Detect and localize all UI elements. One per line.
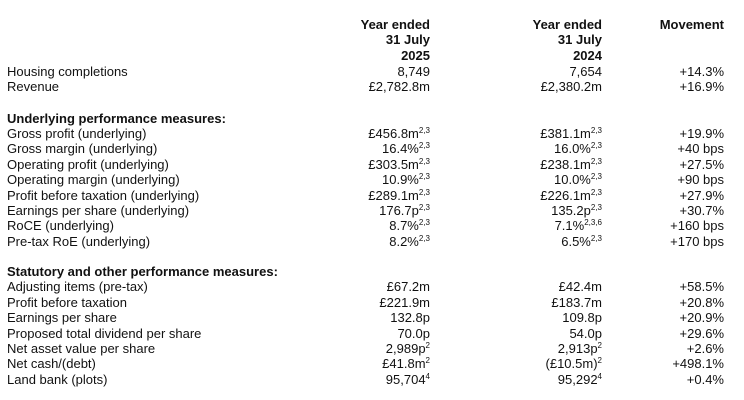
value-2024 — [540, 157, 602, 172]
row-label: Earnings per share — [7, 310, 117, 326]
table-row — [0, 279, 744, 294]
value-2024-value: 16.0% — [554, 141, 591, 157]
table-row — [0, 188, 744, 203]
value-2025 — [390, 310, 430, 325]
table-row — [0, 356, 744, 371]
header-2024-line1: Year ended — [532, 17, 602, 32]
header-2024-line2: 31 July — [557, 32, 602, 48]
section-title-underlying — [0, 111, 744, 126]
header-2024-line3: 2024 — [573, 47, 602, 63]
value-2024-footnote: 2 — [597, 341, 602, 350]
table-row — [0, 326, 744, 341]
value-2024 — [554, 141, 602, 156]
value-2025 — [386, 372, 430, 387]
value-2025-value: £67.2m — [386, 279, 430, 295]
value-2025 — [382, 141, 430, 156]
table-row — [0, 234, 744, 249]
row-label: Earnings per share (underlying) — [7, 202, 190, 218]
row-label: Net asset value per share — [7, 341, 156, 356]
table-row — [0, 126, 744, 141]
value-2025-footnote: 2,3 — [418, 218, 430, 228]
value-2025-value: 132.8p — [390, 310, 430, 326]
table-row — [0, 341, 744, 356]
value-2025-value: 8,749 — [397, 63, 430, 79]
value-2025-footnote: 2,3 — [418, 156, 430, 166]
value-2025 — [382, 172, 430, 187]
value-2025 — [369, 79, 430, 94]
value-2024-value: 95,292 — [557, 371, 598, 387]
value-2024-footnote: 2,3 — [590, 233, 602, 243]
value-2025 — [368, 188, 430, 203]
row-label: Gross margin (underlying) — [7, 141, 158, 157]
table-row — [0, 141, 744, 156]
movement-value: +160 bps — [670, 218, 724, 234]
value-2025-footnote: 2,3 — [418, 125, 430, 135]
table-row — [0, 172, 744, 187]
value-2024 — [554, 172, 602, 187]
movement-value: +20.8% — [679, 294, 724, 310]
value-2024-value: 2,913p — [557, 341, 598, 356]
value-2024 — [562, 310, 602, 325]
header-2025-line1: Year ended — [360, 17, 430, 32]
movement-value: +90 bps — [677, 172, 724, 188]
value-2025-value: £303.5m — [368, 156, 419, 172]
value-2024-value: £183.7m — [551, 294, 602, 310]
value-2024 — [558, 372, 602, 387]
movement-value: +19.9% — [679, 125, 724, 141]
value-2024-footnote: 2,3 — [590, 125, 602, 135]
row-label: Operating profit (underlying) — [7, 156, 169, 172]
value-2025-footnote: 4 — [425, 371, 430, 381]
value-2024-footnote: 2,3 — [590, 187, 602, 197]
value-2024-value: 7,654 — [569, 63, 602, 79]
table-row — [0, 203, 744, 218]
movement-value: +2.6% — [686, 341, 724, 356]
value-2024 — [561, 234, 602, 249]
row-label: Gross profit (underlying) — [7, 125, 147, 141]
row-label: Net cash/(debt) — [7, 356, 96, 372]
value-2024-footnote: 2 — [597, 356, 602, 366]
movement-value: +0.4% — [686, 371, 724, 387]
value-2025-value: 10.9% — [382, 172, 419, 188]
value-2025-value: 16.4% — [382, 141, 419, 157]
value-2024-value: £226.1m — [540, 187, 591, 203]
row-label: Revenue — [7, 78, 60, 94]
value-2025 — [397, 326, 430, 341]
value-2025-footnote: 2,3 — [418, 233, 430, 243]
value-2025 — [379, 203, 430, 218]
value-2025-footnote: 2,3 — [418, 202, 430, 212]
movement-value: +30.7% — [679, 202, 724, 218]
table-row — [0, 218, 744, 233]
value-2025-value: £456.8m — [368, 125, 419, 141]
row-label: RoCE (underlying) — [7, 218, 114, 234]
value-2024 — [541, 79, 602, 94]
value-2024-value: £381.1m — [540, 125, 591, 141]
value-2024 — [569, 64, 602, 79]
value-2024 — [540, 188, 602, 203]
movement-value: +27.5% — [679, 156, 724, 172]
header-movement-label: Movement — [659, 17, 724, 32]
movement-value: +498.1% — [672, 356, 724, 372]
value-2024 — [551, 295, 602, 310]
value-2025 — [368, 157, 430, 172]
table-row — [0, 295, 744, 310]
value-2024 — [551, 203, 602, 218]
value-2025-footnote: 2,3 — [418, 141, 430, 151]
header-movement — [660, 17, 724, 32]
value-2025-footnote: 2,3 — [418, 187, 430, 197]
value-2025-footnote: 2 — [425, 356, 430, 366]
row-label: Land bank (plots) — [7, 371, 108, 387]
movement-value: +29.6% — [679, 325, 724, 341]
header-2025-line2: 31 July — [385, 32, 430, 48]
section-title-statutory-text: Statutory and other performance measures: — [7, 264, 278, 279]
movement-value: +20.9% — [679, 310, 724, 326]
movement-value: +16.9% — [679, 78, 724, 94]
value-2024 — [558, 341, 602, 356]
value-2025-value: 8.7% — [389, 218, 419, 234]
value-2025 — [389, 234, 430, 249]
table-row — [0, 79, 744, 94]
value-2024-value: 54.0p — [569, 325, 602, 341]
value-2025-footnote: 2,3 — [418, 172, 430, 182]
section-title-underlying-text: Underlying performance measures: — [7, 110, 226, 126]
value-2025-value: 8.2% — [389, 233, 419, 249]
row-label: Adjusting items (pre-tax) — [7, 279, 148, 295]
value-2024-value: 10.0% — [554, 172, 591, 188]
value-2025 — [387, 279, 430, 294]
value-2024-footnote: 2,3 — [590, 202, 602, 212]
value-2024-footnote: 2,3 — [590, 141, 602, 151]
table-row — [0, 372, 744, 387]
value-2024-value: £2,380.2m — [540, 78, 602, 94]
value-2025 — [382, 356, 430, 371]
value-2025-value: 95,704 — [385, 371, 426, 387]
row-label: Housing completions — [7, 63, 128, 79]
value-2024-value: 6.5% — [561, 233, 591, 249]
table-row — [0, 157, 744, 172]
value-2025-footnote: 2 — [425, 341, 430, 350]
value-2025-value: £2,782.8m — [368, 78, 430, 94]
value-2024 — [546, 356, 602, 371]
value-2025 — [397, 64, 430, 79]
header-2025 — [361, 17, 430, 63]
value-2024-value: 7.1% — [554, 218, 585, 234]
value-2024 — [540, 126, 602, 141]
value-2024-footnote: 2,3,6 — [584, 218, 602, 228]
row-label: Profit before taxation (underlying) — [7, 187, 200, 203]
value-2025-value: £41.8m — [382, 356, 426, 372]
value-2025-value: 2,989p — [385, 341, 426, 356]
movement-value: +58.5% — [679, 279, 724, 295]
header-2024 — [533, 17, 602, 63]
movement-value: +27.9% — [679, 187, 724, 203]
movement-value: +170 bps — [670, 233, 724, 249]
value-2024-value: (£10.5m) — [545, 356, 598, 372]
value-2024-footnote: 4 — [597, 371, 602, 381]
value-2025-value: £221.9m — [379, 294, 430, 310]
value-2024-footnote: 2,3 — [590, 156, 602, 166]
value-2025 — [379, 295, 430, 310]
value-2025 — [368, 126, 430, 141]
value-2024-footnote: 2,3 — [590, 172, 602, 182]
value-2024-value: 109.8p — [562, 310, 602, 326]
value-2025 — [386, 341, 430, 356]
value-2024 — [569, 326, 602, 341]
movement-value: +40 bps — [677, 141, 724, 157]
value-2025 — [389, 218, 430, 233]
section-title-statutory — [0, 264, 744, 279]
row-label: Profit before taxation — [7, 294, 127, 310]
movement-value: +14.3% — [679, 63, 724, 79]
table-row — [0, 310, 744, 325]
value-2024-value: 135.2p — [551, 202, 591, 218]
row-label: Proposed total dividend per share — [7, 325, 202, 341]
value-2024-value: £42.4m — [558, 279, 602, 295]
value-2024 — [555, 218, 602, 233]
value-2025-value: 176.7p — [379, 202, 419, 218]
table-row — [0, 64, 744, 79]
value-2024 — [559, 279, 602, 294]
row-label: Pre-tax RoE (underlying) — [7, 233, 151, 249]
row-label: Operating margin (underlying) — [7, 172, 180, 188]
header-2025-line3: 2025 — [401, 47, 430, 63]
value-2025-value: 70.0p — [397, 325, 430, 341]
value-2024-value: £238.1m — [540, 156, 591, 172]
value-2025-value: £289.1m — [368, 187, 419, 203]
